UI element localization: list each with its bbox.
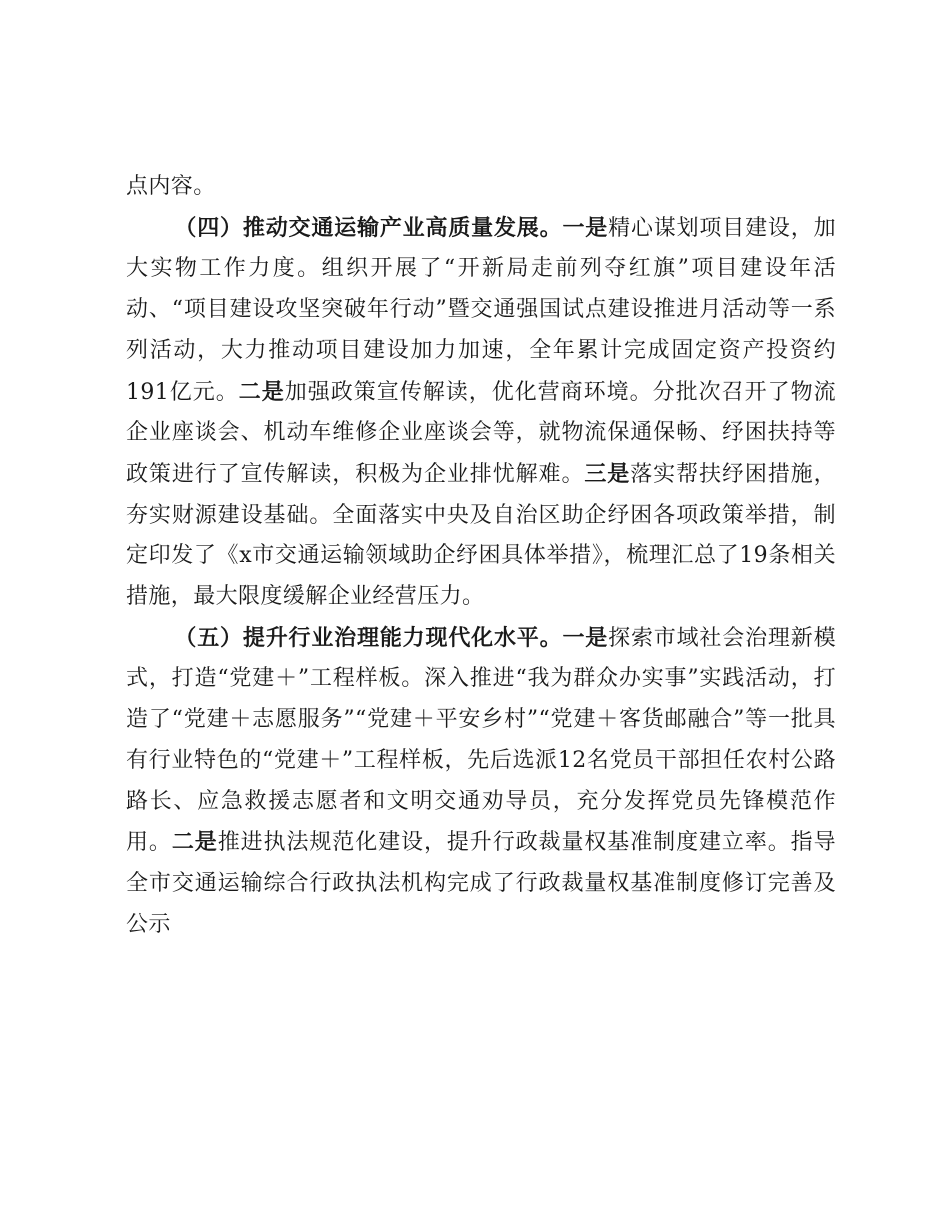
paragraph-text: 推进执法规范化建设，提升行政裁量权基准制度建立率。指导全市交通运输综合行政执法机构完成了行政裁量权基准制度修订完善及公示 — [126, 830, 836, 937]
document-body — [126, 167, 836, 945]
paragraph-text: 点内容。 — [126, 174, 216, 199]
paragraph-section-four — [126, 208, 836, 618]
section-heading-four: （四）推动交通运输产业高质量发展。 — [174, 214, 563, 241]
point-marker-second: 二是 — [171, 829, 218, 856]
paragraph-section-five — [126, 618, 836, 946]
point-marker-first: 一是 — [562, 214, 609, 241]
point-marker-second: 二是 — [238, 378, 285, 405]
section-heading-five: （五）提升行业治理能力现代化水平。 — [174, 624, 563, 651]
paragraph-text: 加强政策宣传解读，优化营商环境。分批次召开了物流企业座谈会、机动车维修企业座谈会等，就物流保通保畅、纾困扶持等政策进行了宣传解读，积极为企业排忧解难。 — [126, 379, 836, 487]
paragraph-text: 精心谋划项目建设，加大实物工作力度。组织开展了“开新局走前列夺红旗”项目建设年活动、“项目建设攻坚突破年行动”暨交通强国试点建设推进月活动等一系列活动，大力推动项目建设加力加速，全年累计完成固定资产投资约191亿元。 — [126, 215, 836, 405]
paragraph-continuation — [126, 167, 836, 208]
point-marker-third: 三是 — [584, 460, 631, 487]
paragraph-text: 落实帮扶纾困措施，夯实财源建设基础。全面落实中央及自治区助企纾困各项政策举措，制定印发了《x市交通运输领域助企纾困具体举措》，梳理汇总了19条相关措施，最大限度缓解企业经营压力。 — [126, 461, 836, 610]
point-marker-first: 一是 — [562, 624, 609, 651]
paragraph-text: 探索市域社会治理新模式，打造“党建＋”工程样板。深入推进“我为群众办实事”实践活动，打造了“党建＋志愿服务”“党建＋平安乡村”“党建＋客货邮融合”等一批具有行业特色的“党建＋”工程样板，先后选派12名党员干部担任农村公路路长、应急救援志愿者和文明交通劝导员，充分发挥党员先锋模范作用。 — [126, 625, 836, 856]
